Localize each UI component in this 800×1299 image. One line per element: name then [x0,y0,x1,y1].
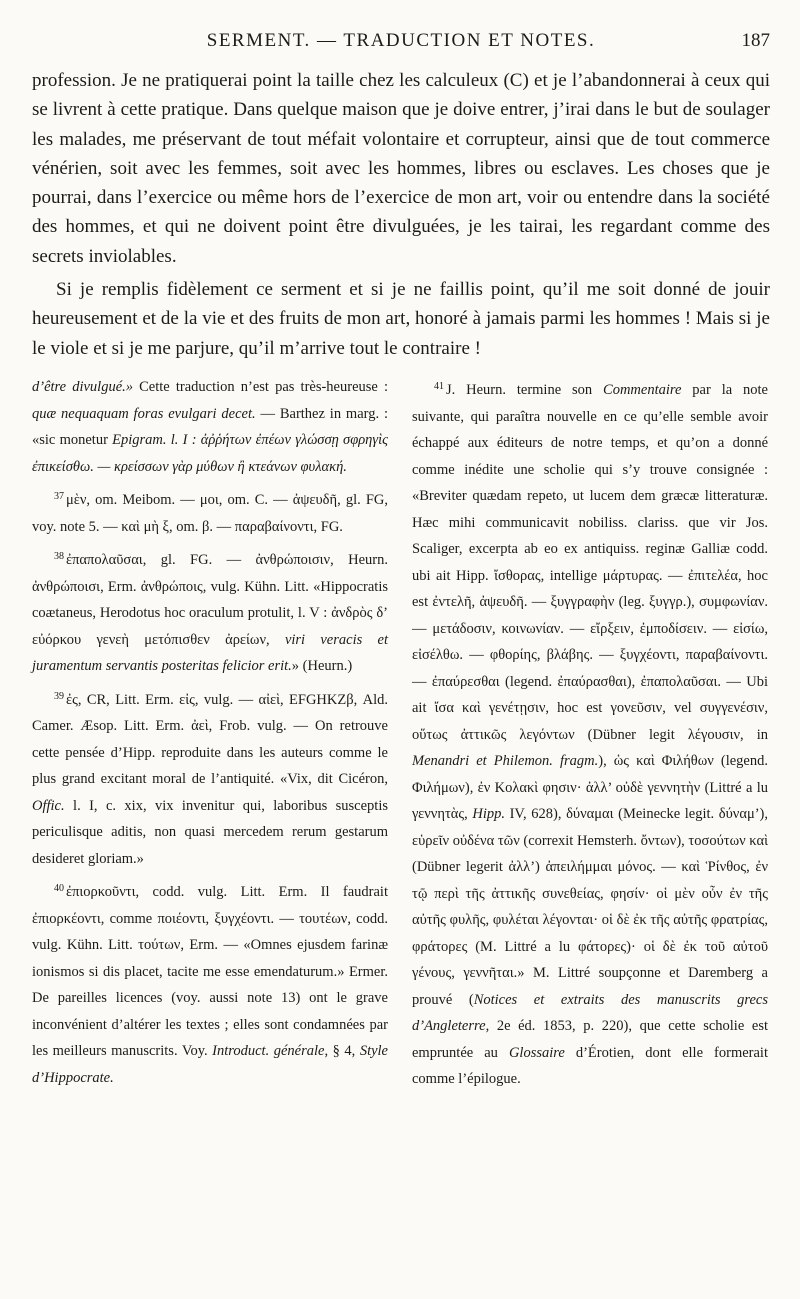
footnotes-left-column [32,374,388,1095]
footnote-number: 41 [434,381,444,392]
main-text [32,66,770,363]
footnote-number: 39 [54,690,64,702]
footnote-number: 40 [54,883,64,894]
main-paragraph: profession. Je ne pratiquerai point la taille chez les calculeux (C) et je l’abandonnerai à ceux qui se livrent à cette pratique. Dans quelque maison que je doive entrer, j’irai dans le but de soulager les malades, me préservant de tout méfait volontaire et corrupteur, ainsi que de tout commerce vénérien, soit avec les femmes, soit avec les hommes, libres ou esclaves. Les choses que je pourrai, dans l’exercice ou même hors de l’exercice de mon art, voir ou entendre dans la société des hommes, et qui ne doivent point être divulguées, je les tairai, les regardant comme des secrets inviolables. [32,70,770,267]
main-paragraph: Si je remplis fidèlement ce serment et si je ne faillis point, qu’il me soit donné de jouir heureusement et de la vie et des fruits de mon art, honoré à jamais parmi les hommes ! Mais si je le viole et si je me parjure, qu’il m’arrive tout le contraire ! [32,279,770,359]
footnote-number: 38 [54,551,64,562]
footnote-39: $^{39}$ ἐς, CR, Litt. Erm. εἰς, vulg. — αἰεὶ, EFGHKZβ, Ald. Camer. Æsop. Litt. Erm. ἀεὶ, Frob. vulg. — On retrouve cette pensée d’Hipp. reproduite dans les auteurs comme le plus grand excitant moral de l’antiquité. «Vix, dit Cicéron, Offic. l. I, c. xix, vix invenitur qui, laboribus susceptis periculisque aditis, non quasi mercedem rerum gestarum desideret gloriam.» [32,690,388,867]
footnote-41: $^{41}$ J. Heurn. termine son Commentaire par la note suivante, qui paraîtra nouvelle en ce qu’elle semble avoir échappé aux éditeurs de notre temps, et qu’on a donné comme inédite une scholie qui s’y trouve consignée : «Breviter quædam repeto, ut lucem dem græcæ litteraturæ. Hæc mihi communicavit nobiliss. clariss. que vir Jos. Scaliger, excerpta ab eo ex antiquiss. reginæ Galliæ codd. ubi ait Hipp. ἴσθορας, intellige μάρτυρας. — ἐπιτελέα, hoc est ἐντελῆ, ἀψευδῆ. — ξυγγραφὴν (leg. ξυγγρ.), συμφωνίαν. — μετάδοσιν, κοινωνίαν. — εἴρξειν, ἐμποδίσειν. — εἰσίω, εἰσέλθω. — φθορίης, βλάβης. — ξυγχέοντι, παραβαίνοντι. — ἐπαύρεσθαι (legend. ἐπαύρασθαι), ἐπαπολαῦσαι. — Ubi ait ἴσα καὶ γενέτῃσιν, hoc est γονεῦσιν, vel συγγενέσιν, οὕτως ἀττικῶς λεγόντων (Dübner legit λέγουσιν, in Menandri et Philemon. fragm.), ὡς καὶ Φιλήθων (legend. Φιλήμων), ἐν Κολακὶ φησιν· ἀλλ’ οὐδὲ γεννητὴν (Littré a lu γεννητὰς, Hipp. IV, 628), δύναμαι (Meinecke legit. δύναμ’), εὑρεῖν οὐδένα τῶν (correxit Hemsterh. ὄντων), τοσούτων καὶ (Dübner legerit ἀλλ’) ἀπειλήμμαι μόνος. — καὶ Ῥίνθος, ἐν τῷ περὶ τῆς ἀττικῆς συνεθείας, φησίν· οἱ μὲν οὖν ἐν τῆς αὐτῆς φυλῆς, φυλέται λέγονται· οἱ δὲ ἐκ τῆς αὐτῆς φρατρίας, φράτορες (M. Littré a lu φάτορες)· οἱ δὲ ἐκ τοῦ αὐτοῦ γένους, γεννῆται.» M. Littré soupçonne et Daremberg a prouvé (Notices et extraits des manuscrits grecs d’Angleterre, 2e éd. 1853, p. 220), que cette scholie est empruntée au Glossaire d’Érotien, dont elle formerait comme l’épilogue. [412,381,769,1087]
footnote-number: 37 [54,491,64,502]
footnote-40: $^{40}$ ἐπιορκοῦντι, codd. vulg. Litt. Erm. Il faudrait ἐπιορκέοντι, comme ποιέοντι, ξυγχέοντι. — τουτέων, codd. vulg. Kühn. Litt. τούτων, Erm. — «Omnes ejusdem farinæ ionismos si dis placet, tacite me esse emendaturum.» Ermer. De pareilles licences (voy. aussi note 13) ont le grave inconvénient d’altérer les textes ; elles sont condamnées par les meilleurs manuscrits. Voy. Introduct. générale, § 4, Style d’Hippocrate. [32,883,388,1086]
page-number: 187 [741,30,770,51]
running-title: SERMENT. — TRADUCTION ET NOTES. [206,30,596,51]
footnotes-right-column [412,374,768,1097]
footnote-38: $^{38}$ ἐπαπολαῦσαι, gl. FG. — ἀνθρώποισιν, Heurn. ἀνθρώποισι, Erm. ἀνθρώποις, vulg. Kühn. Litt. «Hippocratis coætaneus, Herodotus hoc oraculum protulit, l. V : ἀνδρὸς δ’ εὐόρκου γενεὴ μετόπισθεν ἀρείων, viri veracis et juramentum servantis posteritas felicior erit.» (Heurn.) [32,551,388,674]
footnote-37: $^{37}$ μὲν, om. Meibom. — μοι, om. C. — ἀψευδῆ, gl. FG, voy. note 5. — καὶ μὴ ξ, om. β. — παραβαίνοντι, FG. [32,491,388,535]
footnote-36-continued: d’être divulgué.» Cette traduction n’est pas très-heureuse : quæ nequaquam foras evulgari decet. — Barthez in marg. : «sic monetur Epigram. l. I : ἀῤῥήτων ἐπέων γλώσσῃ σφρηγὶς ἐπικείσθω. — κρείσσων γὰρ μύθων ἢ κτεάνων φυλακή. [32,379,388,475]
footnotes [32,374,770,1274]
page-header [32,28,770,56]
